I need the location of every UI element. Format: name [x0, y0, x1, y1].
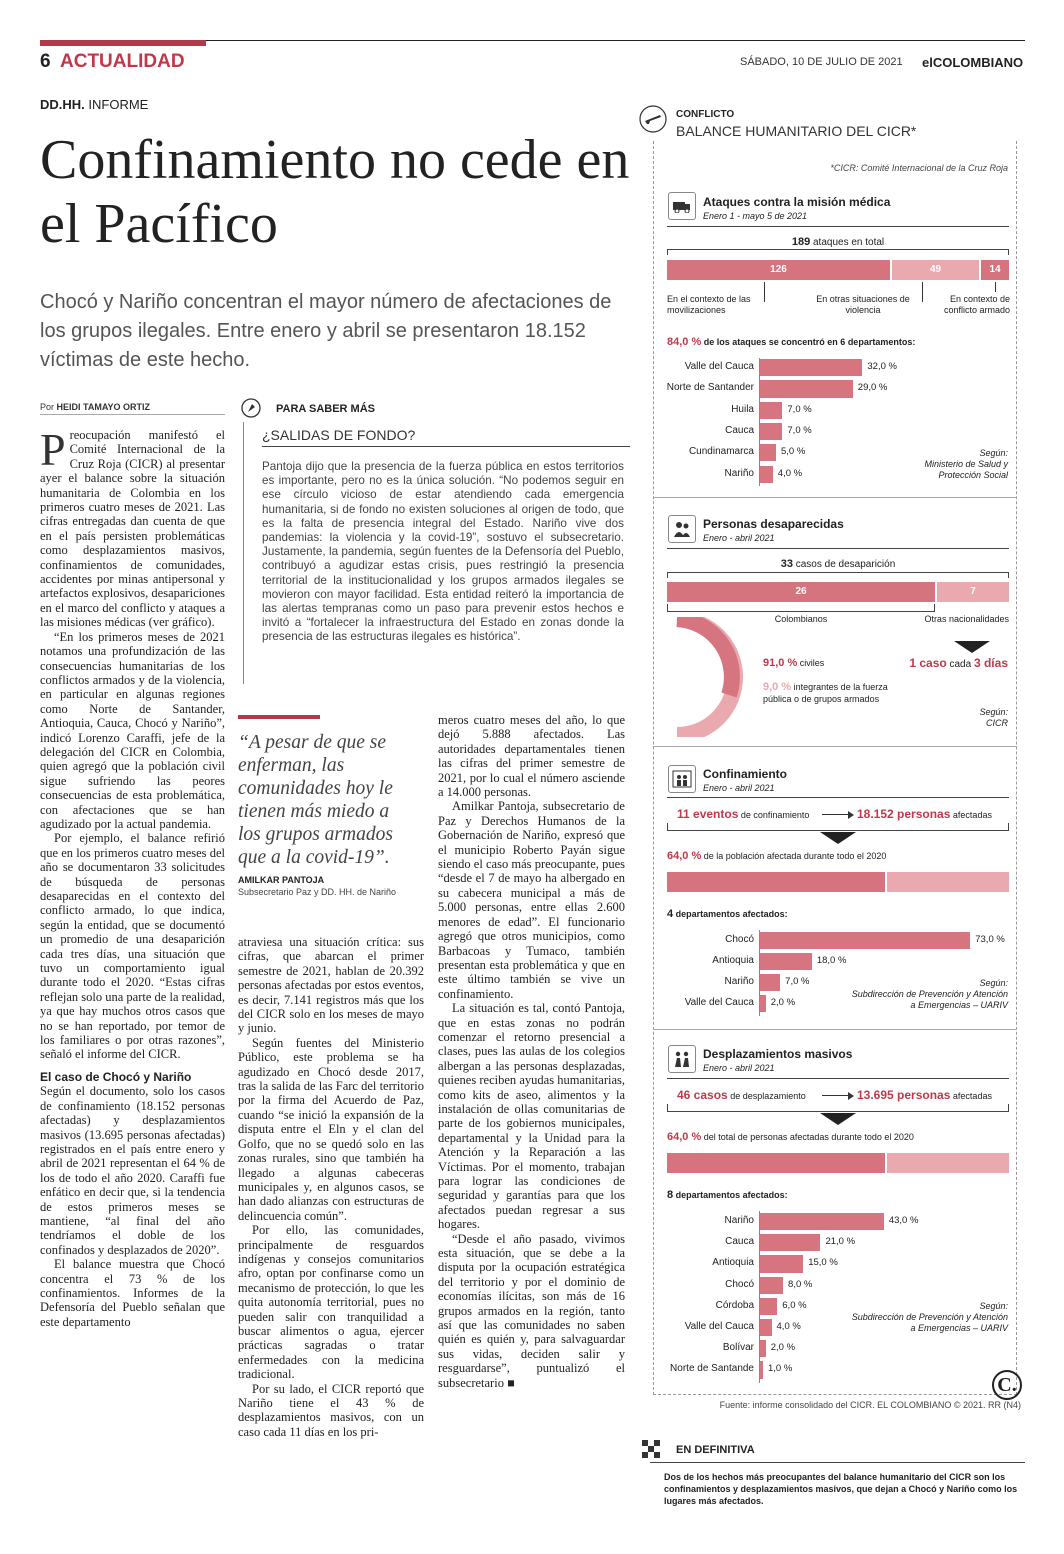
- desplazamientos-rest-bar: [887, 1153, 1009, 1173]
- ataques-category-label: Norte de Santander: [666, 382, 754, 394]
- desaparecidas-seg-1-caption: Colombianos: [774, 614, 828, 624]
- desplazamientos-bar: [760, 1361, 763, 1378]
- ataques-leader-2: [922, 282, 923, 302]
- ataques-seg-2-label: 49: [929, 264, 942, 275]
- desplazamientos-deps: 8 departamentos afectados:: [667, 1189, 788, 1201]
- desaparecidas-rule: [667, 548, 1009, 549]
- confinamiento-source: Según: Subdirección de Prevención y Atención a Emergencias – UARIV: [851, 978, 1008, 1010]
- ataques-category-label: Huila: [731, 403, 754, 415]
- ataques-pct: 84,0 % de los ataques se concentró en 6 departamentos:: [667, 336, 916, 348]
- section-bar: [40, 40, 206, 46]
- desplazamientos-title: Desplazamientos masivos: [703, 1047, 853, 1061]
- ataques-rule: [667, 226, 1009, 227]
- ataques-bar: [760, 444, 776, 461]
- desaparecidas-seg-1-label: 26: [795, 586, 807, 597]
- section-divider-4: [653, 1029, 1017, 1030]
- quote-name: AMILKAR PANTOJA: [238, 875, 325, 885]
- confinamiento-arrow-head: [848, 811, 854, 819]
- ambulance-icon: [668, 192, 696, 220]
- confinamiento-category-label: Antioquia: [712, 955, 754, 966]
- desaparecidas-rate: 1 caso cada 3 días: [909, 656, 1008, 670]
- confinamiento-rest-bar: [887, 872, 1009, 892]
- quote-role: Subsecretario Paz y DD. HH. de Nariño: [238, 887, 397, 897]
- puzzle-icon: [640, 1438, 662, 1460]
- ataques-value-label: 5,0 %: [781, 446, 806, 458]
- en-definitiva-title: EN DEFINITIVA: [676, 1444, 755, 1456]
- ataques-seg-3-caption: En contexto de conflicto armado: [943, 294, 1010, 315]
- desplazamientos-pct: 64,0 % del total de personas afectadas durante todo el 2020: [667, 1131, 914, 1143]
- sidebar-text: Pantoja dijo que la presencia de la fuerza pública en estos territorios es importante, pero no es la única solución. “No podemos seguir en ese círculo vicioso de estar atendiendo cada emergencia humanitaria, si de fondo no existen soluciones al origen de todo, que es la falta de presencia integral del Estado. Nariño vive dos pandemias: la violencia y la covid-19”, sostuvo el subsecretario. Justamente, la pandemia, según fuentes de la Defensoría del Pueblo, contribuyó a agudizar estas crisis, pues restringió la presencia territorial de la institucionalidad y los grupos armados ilegales se movieron con mayor facilidad. Esta entidad reiteró la importancia de las alertas tempranas como un paso para prevenir estos hechos e invitó a “fortalecer la infraestructura del Estado en zonas donde la presencia de las estructuras ilegales es histórica”.: [262, 460, 624, 644]
- ataques-period: Enero 1 - mayo 5 de 2021: [703, 211, 808, 221]
- desplazamientos-value-label: 15,0 %: [808, 1257, 838, 1269]
- desplazamientos-rule: [667, 1078, 1009, 1079]
- desplazamientos-arrow-head: [848, 1092, 854, 1100]
- desplazamientos-value-label: 2,0 %: [770, 1342, 796, 1354]
- section-divider-3: [653, 746, 1017, 747]
- ataques-bar: [760, 423, 782, 440]
- desaparecidas-arrow: [954, 641, 990, 653]
- ataques-leader-3: [995, 282, 996, 292]
- pin-icon: [240, 398, 262, 418]
- ataques-bar: [760, 380, 853, 397]
- desaparecidas-period: Enero - abril 2021: [703, 533, 775, 543]
- infographic-kicker: CONFLICTO: [676, 109, 735, 120]
- desplazamientos-category-label: Nariño: [724, 1215, 754, 1226]
- confinamiento-rule: [667, 797, 1009, 798]
- desplazamientos-arrow-line: [822, 1095, 850, 1096]
- sidebar-title: PARA SABER MÁS: [276, 403, 376, 415]
- desplazamientos-bar: [760, 1319, 772, 1336]
- confinamiento-value-label: 7,0 %: [785, 976, 810, 987]
- desplazamientos-value-label: 4,0 %: [776, 1321, 801, 1332]
- quote-bar: [238, 715, 320, 719]
- desaparecidas-armados: 9,0 % integrantes de la fuerza pública o de grupos armados: [763, 681, 888, 704]
- dropcap: P: [40, 424, 66, 475]
- en-definitiva-rule: [650, 1462, 1025, 1463]
- ataques-value-label: 32,0 %: [867, 361, 897, 372]
- ataques-seg-3-label: 14: [989, 264, 1001, 275]
- desplazamientos-category-label: Valle del Cauca: [684, 1321, 754, 1332]
- column-3: meros cuatro meses del año, lo que dejó 5.888 afectados. Las autoridades departamentales tienen las cifras del primer semestre de 2021, por lo cual el número asciende a 14.000 personas. Amilkar Pantoja, subsecretario de Paz y Derechos Humanos de la Gobernación de Nariño, expresó que el municipio Roberto Payán sigue siendo el caso más preocupante, pues “desde el 7 de mayo ha albergado en su cabecera municipal a más de 5.000 personas, entre ellas 2.600 menores de edad”. El funcionario agregó que otros municipios, como Barbacoas y Tumaco, también presentan esta problemática y que en este último también se vive un confinamiento. La situación es tal, contó Pantoja, que en estas zonas no podrán comenzar el retorno presencial a clases, pues las aulas de los colegios albergan a las personas desplazadas, quienes reciben ayudas humanitarias, como kits de aseo, alimentos y la instalación de ollas comunitarias de parte de los gobiernos municipales, departamental y la Unidad para la Atención y la Reparación a las Víctimas. Por el momento, trabajan para lograr las condiciones de seguridad y garantías para que los afectados puedan regresar a sus hogares. “Desde el año pasado, vivimos esta situación, que se debe a la disputa por la ocupación estratégica del territorio y por el dominio de economías ilícitas, son más de 16 grupos armados en la región, tanto así que las comunidades no saben quién es quién y, para salvaguardar sus vidas, deciden salir y resguardarse”, puntualizó el subsecretario ■: [438, 713, 625, 1390]
- brand-logo: elCOLOMBIANO: [922, 55, 1024, 70]
- desplazamientos-bar: [760, 1234, 820, 1251]
- publisher-logo: C.: [992, 1370, 1022, 1400]
- ataques-seg-1-label: 126: [770, 264, 787, 275]
- confinamiento-bar: [760, 995, 766, 1012]
- confinement-icon: [668, 765, 696, 793]
- ataques-category-label: Cauca: [725, 424, 754, 436]
- desplazamientos-category-label: Chocó: [725, 1278, 754, 1290]
- confinamiento-category-label: Chocó: [725, 934, 754, 945]
- dek: Chocó y Nariño concentran el mayor número de afectaciones de los grupos ilegales. Entre enero y abril se presentaron 18.152 víctimas de este hecho.: [40, 291, 612, 371]
- desplazamientos-bar: [760, 1340, 766, 1357]
- desplazamientos-bar: [760, 1298, 777, 1315]
- desplazamientos-category-label: Norte de Santande: [670, 1363, 754, 1375]
- desplazamientos-value-label: 21,0 %: [825, 1236, 856, 1248]
- infographic-footnote: *CICR: Comité Internacional de la Cruz Roja: [830, 163, 1008, 173]
- confinamiento-bracket: [667, 823, 1009, 831]
- ataques-source: Según: Ministerio de Salud y Protección Social: [924, 448, 1008, 480]
- desplazamientos-arrow: [820, 1113, 856, 1125]
- subhead: El caso de Chocó y Nariño: [40, 1069, 192, 1084]
- column-2: atraviesa una situación crítica: sus cifras, que abarcan el primer semestre de 2021, hablan de 20.392 personas afectadas por estos eventos, es decir, 7.141 registros más que los del CICR solo en los meses de mayo y junio. Según fuentes del Ministerio Público, este problema se ha agudizado en Chocó desde 2017, tras la salida de las Farc del territorio por la firma del Acuerdo de Paz, cuando “se inició la expansión de la disputa entre el Eln y el clan del Golfo, que no se quedó solo en las zonas rurales, sino que también ha llegado a algunas cabeceras municipales y, en algunos casos, se han dado alianzas con estructuras de delincuencia común”. Por ello, las comunidades, principalmente de resguardos indígenas y consejos comunitarios afro, optan por confinarse como un mecanismo de protección, lo que les quita autonomía territorial, pues no pueden salir con tranquilidad a buscar alimentos o agua, ejercer prácticas sagradas o tratar enfermedades con la medicina tradicional. Por su lado, el CICR reportó que Nariño tiene el 43 % de desplazamientos masivos, con un caso cada 11 días en los pri-: [238, 935, 424, 1439]
- ataques-bracket: [667, 249, 1009, 255]
- desplazamientos-bar: [760, 1277, 783, 1294]
- confinamiento-value-label: 73,0 %: [975, 934, 1005, 945]
- desplazamientos-category-label: Bolívar: [722, 1342, 754, 1354]
- rifle-icon: [638, 104, 668, 134]
- desplazamientos-value-label: 6,0 %: [782, 1299, 807, 1311]
- sidebar-divider: [262, 446, 630, 447]
- ataques-bar: [760, 359, 862, 376]
- ataques-value-label: 7,0 %: [787, 403, 812, 415]
- desplazamientos-value-label: 1,0 %: [768, 1363, 793, 1375]
- confinamiento-category-label: Valle del Cauca: [684, 997, 754, 1008]
- displacement-icon: [668, 1045, 696, 1073]
- people-icon: [668, 515, 696, 543]
- confinamiento-deps: 4 departamentos afectados:: [667, 908, 788, 920]
- page-number: 6: [40, 51, 51, 72]
- desplazamientos-value-label: 8,0 %: [788, 1278, 813, 1290]
- column-1: Preocupación manifestó el Comité Internacional de la Cruz Roja (CICR) al presentar ayer el balance sobre la situación humanitaria de Colombia en los primeros cuatro meses de 2021. Las cifras entregadas dan cuenta de que en el país persisten problemáticas como desplazamientos masivos, confinamientos de comunidades, accidentes por minas antipersonal y artefactos explosivos, desapariciones en el marco del conflicto y ataques a las misiones médicas (ver gráfico). “En los primeros meses de 2021 notamos una profundización de las consecuencias humanitarias de los conflictos armados y de la violencia, en particular en algunas regiones como Norte de Santander, Antioquia, Cauca, Chocó y Nariño”, indicó Lorenzo Caraffi, jefe de la delegación del CICR en Colombia, quien agregó que la población civil sigue sufriendo las peores consecuencias de esta problemática, con afectaciones que se han agudizado por la actual pandemia. Por ejemplo, el balance refirió que en los primeros cuatro meses del año se documentaron 33 solicitudes de búsqueda de personas desaparecidas en el contexto del conflicto armado, lo que indica, según la entidad, que se documentó un promedio de una desaparición cada tres días, una situación que tuvo un comportamiento igual durante todo el 2020. “Estas cifras reflejan solo una parte de la realidad, ya que hay muchos otros casos que no se han reportado, por temor de los familiares o por otras razones”, señaló el informe del CICR. El caso de Chocó y Nariño Según el documento, solo los casos de confinamiento (18.152 personas afectadas) y desplazamientos masivos (13.695 personas afectadas) registrados en el país entre enero y abril de 2021 representan el 64 % de los de todo el año 2020. Caraffi fue enfático en decir que, si la tendencia de estos primeros meses se mantiene, “al final del año tendríamos el doble de los confinados y desplazados de 2020”. El balance muestra que Chocó concentra el 73 % de los confinamientos. Informes de la Defensoría del Pueblo señalan que este departamento: [40, 424, 226, 1329]
- desaparecidas-source: Según: CICR: [979, 707, 1008, 728]
- byline: Por HEIDI TAMAYO ORTIZ: [40, 402, 151, 412]
- desplazamientos-category-label: Cauca: [725, 1236, 754, 1248]
- date: SÁBADO, 10 DE JULIO DE 2021: [740, 56, 903, 68]
- desaparecidas-total: 33 casos de desaparición: [780, 558, 896, 570]
- ataques-total: 189 ataques en total: [791, 236, 885, 248]
- desplazamientos-category-label: Antioquia: [712, 1257, 754, 1269]
- ataques-bar: [760, 402, 782, 419]
- ataques-bar: [760, 466, 773, 483]
- section-name: ACTUALIDAD: [60, 51, 185, 72]
- desaparecidas-seg-2-label: 7: [970, 586, 976, 597]
- confinamiento-bar: [760, 932, 970, 949]
- desplazamientos-cases: 46 casos de desplazamiento: [677, 1088, 806, 1102]
- headline: Confinamiento no cede en el Pacífico: [40, 129, 630, 255]
- ataques-category-label: Valle del Cauca: [684, 361, 754, 372]
- ataques-category-label: Nariño: [724, 467, 754, 479]
- confinamiento-category-label: Nariño: [724, 976, 754, 987]
- desaparecidas-bracket-bottom: [667, 604, 935, 612]
- ataques-seg-2-caption: En otras situaciones de violencia: [816, 294, 910, 315]
- confinamiento-period: Enero - abril 2021: [703, 783, 775, 793]
- ataques-value-label: 29,0 %: [857, 382, 888, 394]
- kicker: DD.HH. INFORME: [40, 97, 149, 112]
- confinamiento-value-label: 18,0 %: [816, 955, 847, 966]
- ataques-category-label: Cundinamarca: [688, 446, 754, 458]
- ataques-leader-1: [764, 282, 765, 302]
- confinamiento-bar: [760, 953, 812, 970]
- confinamiento-bar: [760, 974, 780, 991]
- desaparecidas-donut: [667, 617, 747, 737]
- desaparecidas-bracket: [667, 572, 1009, 578]
- desplazamientos-bar: [760, 1213, 884, 1230]
- desplazamientos-bracket: [667, 1104, 1009, 1112]
- en-definitiva-text: Dos de los hechos más preocupantes del balance humanitario del CICR son los confinamientos y desplazamientos masivos, que dejan a Chocó y Nariño como los lugares más afectados.: [664, 1472, 1018, 1506]
- confinamiento-title: Confinamiento: [703, 767, 787, 781]
- byline-rule: [40, 414, 225, 415]
- infographic-title: BALANCE HUMANITARIO DEL CICR*: [676, 123, 917, 139]
- desaparecidas-title: Personas desaparecidas: [703, 517, 844, 531]
- confinamiento-events: 11 eventos de confinamiento: [677, 807, 810, 821]
- confinamiento-arrow-line: [822, 814, 850, 815]
- desplazamientos-people: 13.695 personas afectadas: [857, 1088, 992, 1102]
- desaparecidas-civiles: 91,0 % civiles: [763, 657, 825, 669]
- desplazamientos-category-label: Córdoba: [715, 1299, 754, 1311]
- confinamiento-value-label: 2,0 %: [770, 997, 796, 1008]
- desplazamientos-period: Enero - abril 2021: [703, 1063, 775, 1073]
- desplazamientos-bar: [760, 1255, 803, 1272]
- confinamiento-people: 18.152 personas afectadas: [857, 807, 992, 821]
- desplazamientos-source: Según: Subdirección de Prevención y Atención a Emergencias – UARIV: [851, 1301, 1008, 1333]
- confinamiento-pct: 64,0 % de la población afectada durante todo el 2020: [667, 850, 887, 862]
- confinamiento-share-bar: [667, 872, 885, 892]
- infographic-source: Fuente: informe consolidado del CICR. EL COLOMBIANO © 2021. RR (N4): [719, 1400, 1021, 1410]
- desplazamientos-value-label: 43,0 %: [888, 1215, 919, 1226]
- sidebar-question: ¿SALIDAS DE FONDO?: [262, 427, 416, 443]
- ataques-value-label: 4,0 %: [777, 467, 803, 479]
- ataques-seg-1-caption: En el contexto de las movilizaciones: [667, 294, 751, 315]
- sidebar-rule: [243, 422, 244, 684]
- pull-quote: “A pesar de que se enferman, las comunidades hoy le tienen más miedo a los grupos armados que a la covid-19”.: [238, 732, 393, 868]
- desaparecidas-seg-2-caption: Otras nacionalidades: [924, 614, 1009, 624]
- confinamiento-arrow: [820, 832, 856, 844]
- desplazamientos-share-bar: [667, 1153, 885, 1173]
- ataques-value-label: 7,0 %: [787, 424, 812, 436]
- section-divider-2: [653, 497, 1017, 498]
- ataques-title: Ataques contra la misión médica: [703, 195, 891, 209]
